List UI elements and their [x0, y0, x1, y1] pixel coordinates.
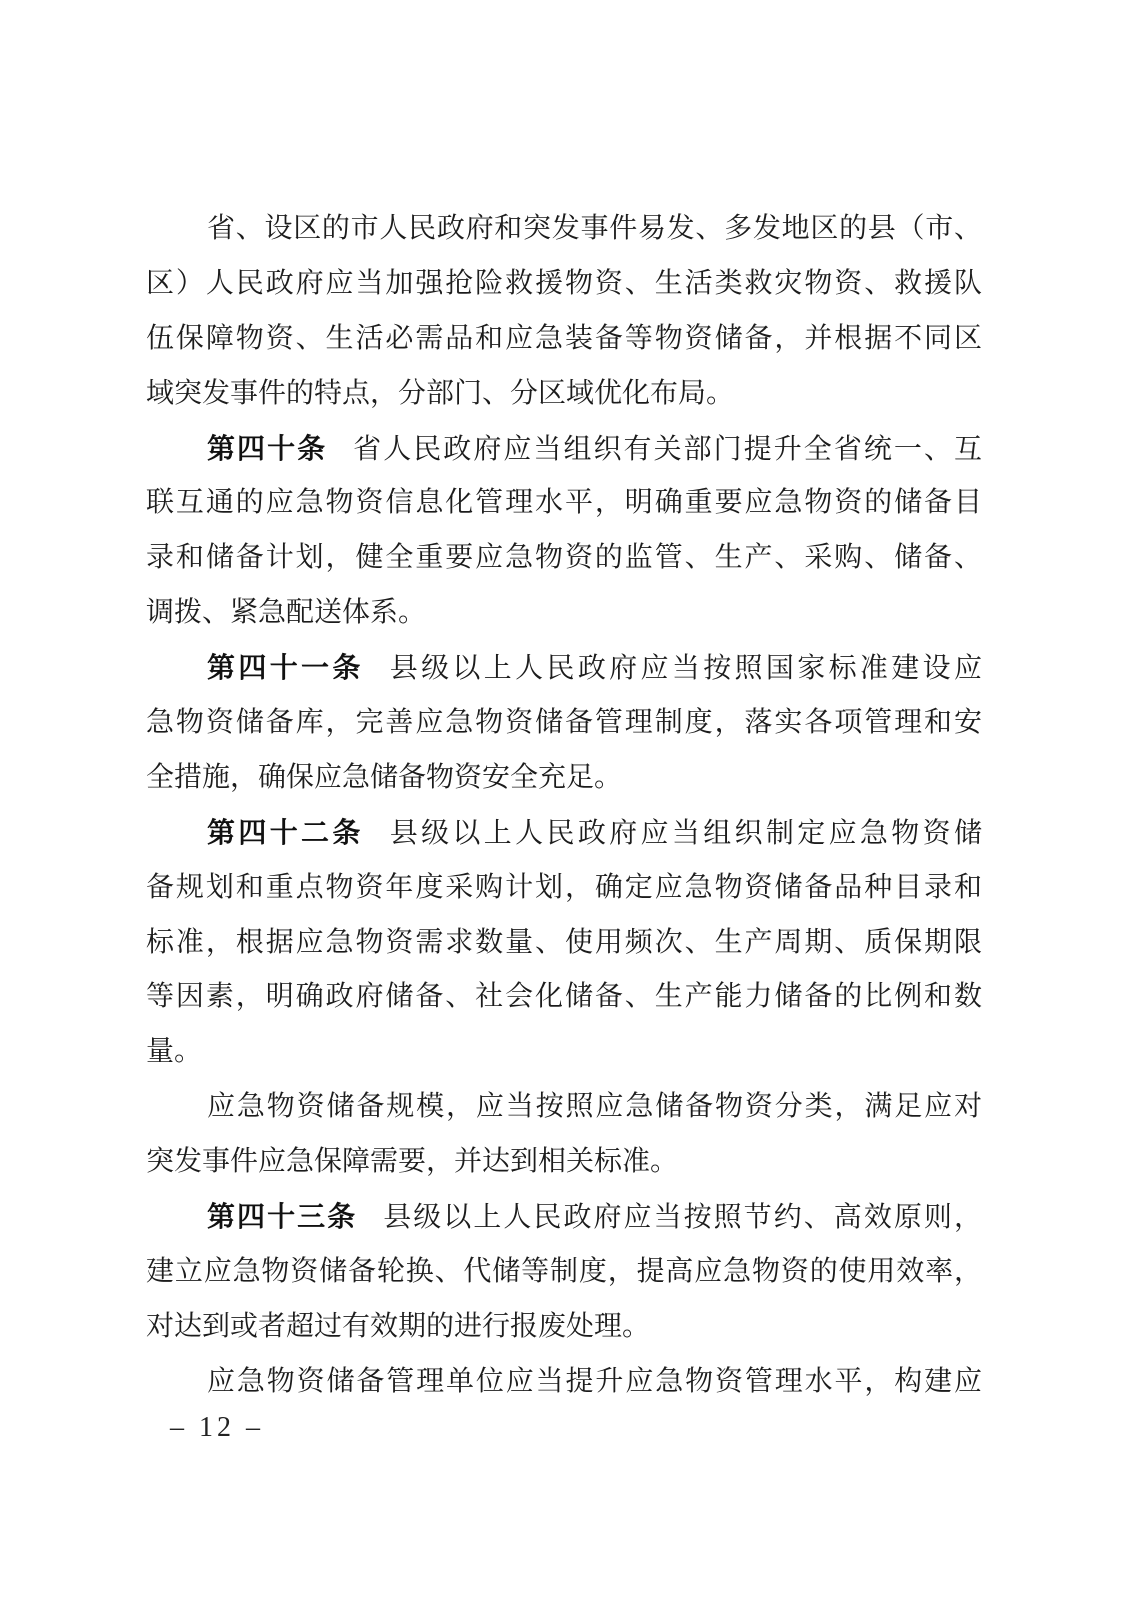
document-line: 对达到或者超过有效期的进行报废处理。: [146, 1310, 651, 1342]
document-line: 第四十条 省人民政府应当组织有关部门提升全省统一、互: [207, 432, 982, 465]
document-line: 标准，根据应急物资需求数量、使用频次、生产周期、质保期限: [146, 926, 982, 958]
document-line: 伍保障物资、生活必需品和应急装备等物资储备，并根据不同区: [146, 322, 982, 354]
document-line: 突发事件应急保障需要，并达到相关标准。: [146, 1146, 679, 1178]
document-line: 建立应急物资储备轮换、代储等制度，提高应急物资的使用效率，: [146, 1255, 982, 1287]
document-line: 第四十二条 县级以上人民政府应当组织制定应急物资储: [207, 816, 982, 849]
article-number: 第四十三条: [207, 1201, 358, 1233]
document-line: 第四十三条 县级以上人民政府应当按照节约、高效原则，: [207, 1201, 982, 1234]
document-line: 调拨、紧急配送体系。: [146, 597, 427, 629]
article-number: 第四十二条: [207, 816, 364, 848]
text-block: [146, 202, 982, 1410]
document-line: 等因素，明确政府储备、社会化储备、生产能力储备的比例和数: [146, 981, 982, 1013]
document-line: 第四十一条 县级以上人民政府应当按照国家标准建设应: [207, 652, 982, 685]
document-line: 域突发事件的特点，分部门、分区域优化布局。: [146, 377, 735, 409]
document-line: 应急物资储备规模，应当按照应急储备物资分类，满足应对: [207, 1091, 982, 1123]
document-line: 急物资储备库，完善应急物资储备管理制度，落实各项管理和安: [146, 707, 982, 739]
article-number: 第四十条: [207, 432, 328, 464]
page-number: – 12 –: [170, 1412, 264, 1443]
document-line: 量。: [146, 1036, 203, 1068]
document-line: 省、设区的市人民政府和突发事件易发、多发地区的县（市、: [207, 213, 982, 244]
article-number: 第四十一条: [207, 652, 364, 684]
document-line: 备规划和重点物资年度采购计划，确定应急物资储备品种目录和: [146, 871, 982, 903]
document-line: 联互通的应急物资信息化管理水平，明确重要应急物资的储备目: [146, 487, 982, 519]
document-line: 录和储备计划，健全重要应急物资的监管、生产、采购、储备、: [146, 542, 982, 574]
document-line: 应急物资储备管理单位应当提升应急物资管理水平，构建应: [207, 1365, 982, 1397]
document-line: 全措施，确保应急储备物资安全充足。: [146, 761, 623, 793]
document-line: 区）人民政府应当加强抢险救援物资、生活类救灾物资、救援队: [146, 267, 982, 299]
